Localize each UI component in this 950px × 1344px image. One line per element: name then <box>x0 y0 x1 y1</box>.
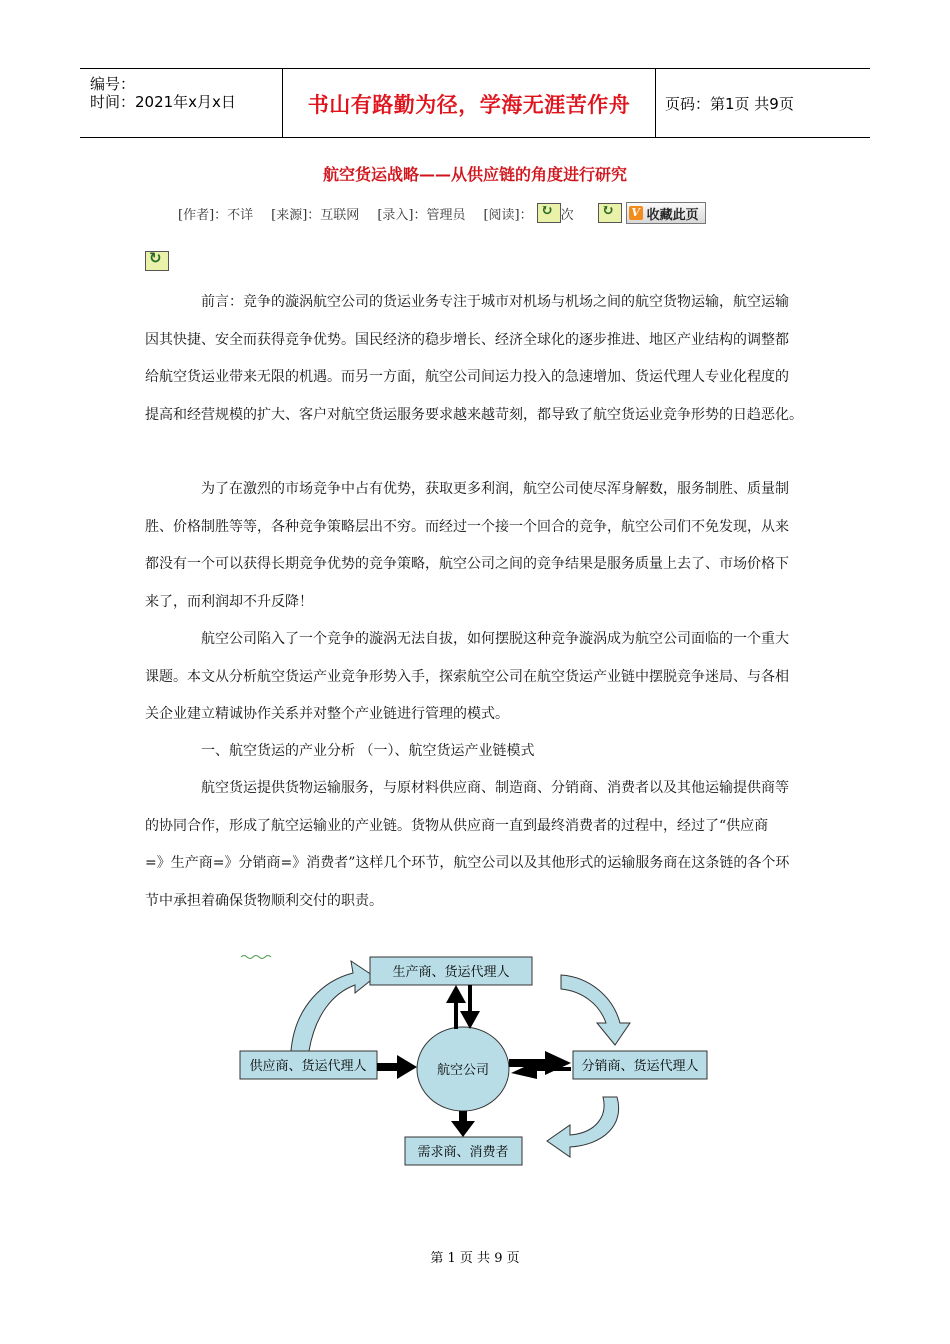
text-line: 给航空货运业带来无限的机遇。而另一方面，航空公司间运力投入的急速增加、货运代理人专业化程度的 <box>145 369 789 385</box>
curved-arrow-top-left <box>291 961 375 1051</box>
header-left-cell <box>80 69 282 137</box>
section-heading <box>145 733 805 771</box>
document-header <box>80 68 870 138</box>
content-image-icon <box>145 251 169 271</box>
bookmark-label: 收藏此页 <box>646 207 699 223</box>
header-page-label: 页码：第1页 共9页 <box>665 95 794 113</box>
curved-arrow-top-right <box>561 975 630 1045</box>
text-line: 关企业建立精诚协作关系并对整个产业链进行管理的模式。 <box>145 706 509 722</box>
distributor-label: 分销商、货运代理人 <box>581 1059 699 1074</box>
article-meta <box>178 202 724 224</box>
bookmark-v-icon: V <box>629 206 643 220</box>
article-title: 航空货运战略——从供应链的角度进行研究 <box>322 165 627 184</box>
arrow-airline-to-consumer <box>451 1111 475 1137</box>
curved-arrow-bottom-right <box>547 1097 619 1157</box>
arrow-airline-to-producer <box>446 985 466 1029</box>
text-line: 来了，而利润却不升反降！ <box>145 593 313 610</box>
text-line: 为了在激烈的市场竞争中占有优势，获取更多利润，航空公司使尽浑身解数，服务制胜、质量制 <box>201 481 789 497</box>
text-line: 航空货运提供货物运输服务，与原材料供应商、制造商、分销商、消费者以及其他运输提供商等 <box>201 780 789 796</box>
meta-author: [作者]：不详 <box>178 207 254 223</box>
text-line: 节中承担着确保货物顺利交付的职责。 <box>145 892 383 909</box>
text-line: =》生产商=》分销商=》消费者”这样几个环节，航空公司以及其他形式的运输服务商在这条链的各个环 <box>145 855 790 871</box>
meta-reads-unit: 次 <box>560 207 574 223</box>
text-line: 提高和经营规模的扩大、客户对航空货运服务要求越来越苛刻，都导致了航空货运业竞争形势的日趋恶化。 <box>145 406 803 423</box>
header-right-cell <box>655 69 870 137</box>
squiggle-mark <box>241 956 271 959</box>
time-label: 时间：2021年x月x日 <box>90 93 236 111</box>
supply-chain-diagram <box>225 945 725 1170</box>
text-line: 前言：竞争的漩涡航空公司的货运业务专注于城市对机场与机场之间的航空货物运输，航空运输 <box>201 294 789 310</box>
page-footer: 第 1 页 共 9 页 <box>430 1251 520 1266</box>
meta-source: [来源]：互联网 <box>271 207 360 223</box>
text-line: 航空公司陷入了一个竞争的漩涡无法自拔，如何摆脱这种竞争漩涡成为航空公司面临的一个重大 <box>201 631 789 647</box>
paragraph-3 <box>145 621 805 734</box>
consumer-label: 需求商、消费者 <box>417 1145 509 1160</box>
text-line: 课题。本文从分析航空货运产业竞争形势入手，探索航空公司在航空货运产业链中摆脱竞争迷局、与各相 <box>145 668 789 685</box>
text-line: 胜、价格制胜等等，各种竞争策略层出不穷。而经过一个接一个回合的竞争，航空公司们不免发现，从来 <box>145 518 789 535</box>
text-line: 因其快捷、安全而获得竞争优势。国民经济的稳步增长、经济全球化的逐步推进、地区产业结构的调整都 <box>145 331 789 348</box>
read-count-icon <box>537 203 561 223</box>
paragraph-4 <box>145 770 805 920</box>
arrow-supplier-to-airline <box>377 1055 417 1079</box>
airline-label: 航空公司 <box>436 1063 490 1078</box>
text-line: 都没有一个可以获得长期竞争优势的竞争策略，航空公司之间的竞争结果是服务质量上去了、市场价格下 <box>145 556 789 572</box>
text-line: 一、航空货运的产业分析 （一）、航空货运产业链模式 <box>201 743 535 759</box>
arrow-producer-to-airline <box>460 985 480 1029</box>
paragraph-2 <box>145 471 805 621</box>
meta-reads: [阅读]： <box>483 207 533 223</box>
supplier-label: 供应商、货运代理人 <box>249 1059 367 1074</box>
header-center-cell <box>282 69 656 137</box>
meta-entry: [录入]：管理员 <box>377 207 466 223</box>
number-label: 编号： <box>90 75 136 93</box>
producer-label: 生产商、货运代理人 <box>392 965 510 980</box>
header-motto: 书山有路勤为径，学海无涯苦作舟 <box>307 93 631 117</box>
text-line: 的协同合作，形成了航空运输业的产业链。货物从供应商一直到最终消费者的过程中，经过了“供应商 <box>145 817 769 834</box>
bookmark-button[interactable] <box>626 202 706 224</box>
paragraph-1 <box>145 284 805 434</box>
counter-icon <box>598 203 622 223</box>
